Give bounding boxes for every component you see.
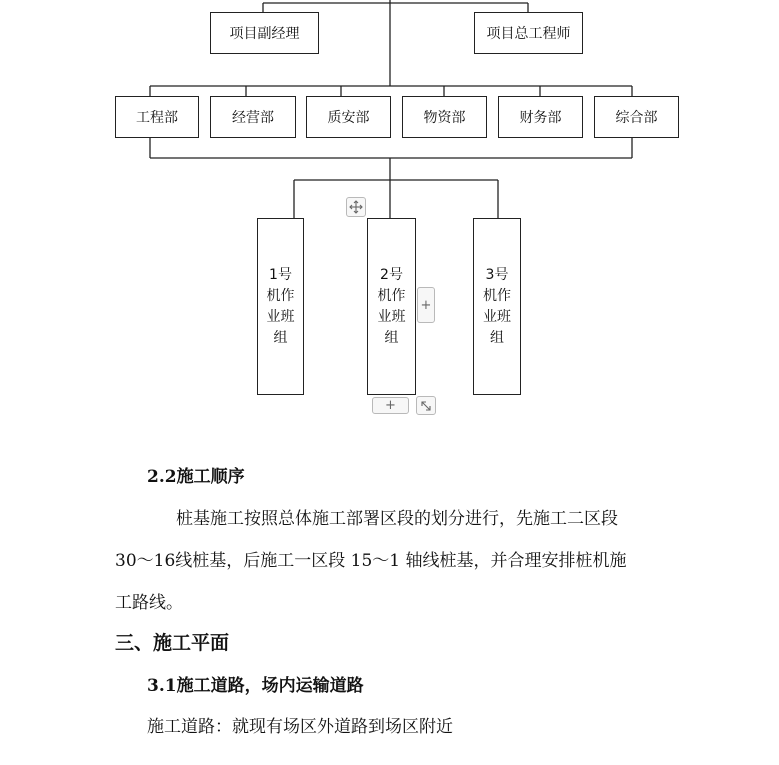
para1-line2: 30～16线桩基，后施工一区段 15～1 轴线桩基，并合理安排桩机施	[115, 551, 627, 571]
box-dept-general[interactable]: 综合部	[594, 96, 679, 138]
resize-icon	[420, 400, 432, 412]
team-3-line4: 组	[490, 329, 504, 346]
box-dept-quality-safety[interactable]: 质安部	[306, 96, 391, 138]
section-3-title: 三、施工平面	[115, 632, 230, 654]
team-1-line2: 机作	[266, 287, 295, 304]
team-1-line1: 1号	[269, 266, 292, 283]
box-deputy-manager[interactable]: 项目副经理	[210, 12, 319, 54]
box-team-1[interactable]	[257, 218, 304, 395]
section-3-1-title: 3.1施工道路，场内运输道路	[147, 676, 364, 696]
team-2-line2: 机作	[377, 287, 406, 304]
para1-line3: 工路线。	[115, 593, 183, 613]
team-1-line3: 业班	[266, 308, 295, 325]
move-icon	[349, 200, 363, 214]
team-2-line3: 业班	[377, 308, 406, 325]
para1-line1: 桩基施工按照总体施工部署区段的划分进行，先施工二区段	[176, 509, 618, 529]
box-dept-materials[interactable]: 物资部	[402, 96, 487, 138]
resize-handle[interactable]	[416, 396, 436, 415]
box-dept-finance[interactable]: 财务部	[498, 96, 583, 138]
box-team-3[interactable]	[473, 218, 521, 395]
team-3-line2: 机作	[483, 287, 511, 304]
team-2-line1: 2号	[380, 266, 403, 283]
team-1-line4: 组	[273, 329, 288, 346]
para2-line1: 施工道路：就现有场区外道路到场区附近	[147, 717, 453, 737]
box-chief-engineer[interactable]: 项目总工程师	[474, 12, 583, 54]
add-right-button[interactable]: +	[417, 287, 435, 323]
team-3-line3: 业班	[483, 308, 511, 325]
box-team-2[interactable]	[367, 218, 416, 395]
move-handle[interactable]	[346, 197, 366, 217]
box-dept-engineering[interactable]: 工程部	[115, 96, 199, 138]
team-3-line1: 3号	[485, 266, 509, 283]
box-dept-operations[interactable]: 经营部	[210, 96, 296, 138]
add-below-button[interactable]: +	[372, 397, 409, 414]
section-2-2-title: 2.2施工顺序	[147, 467, 245, 487]
team-2-line4: 组	[384, 329, 399, 346]
